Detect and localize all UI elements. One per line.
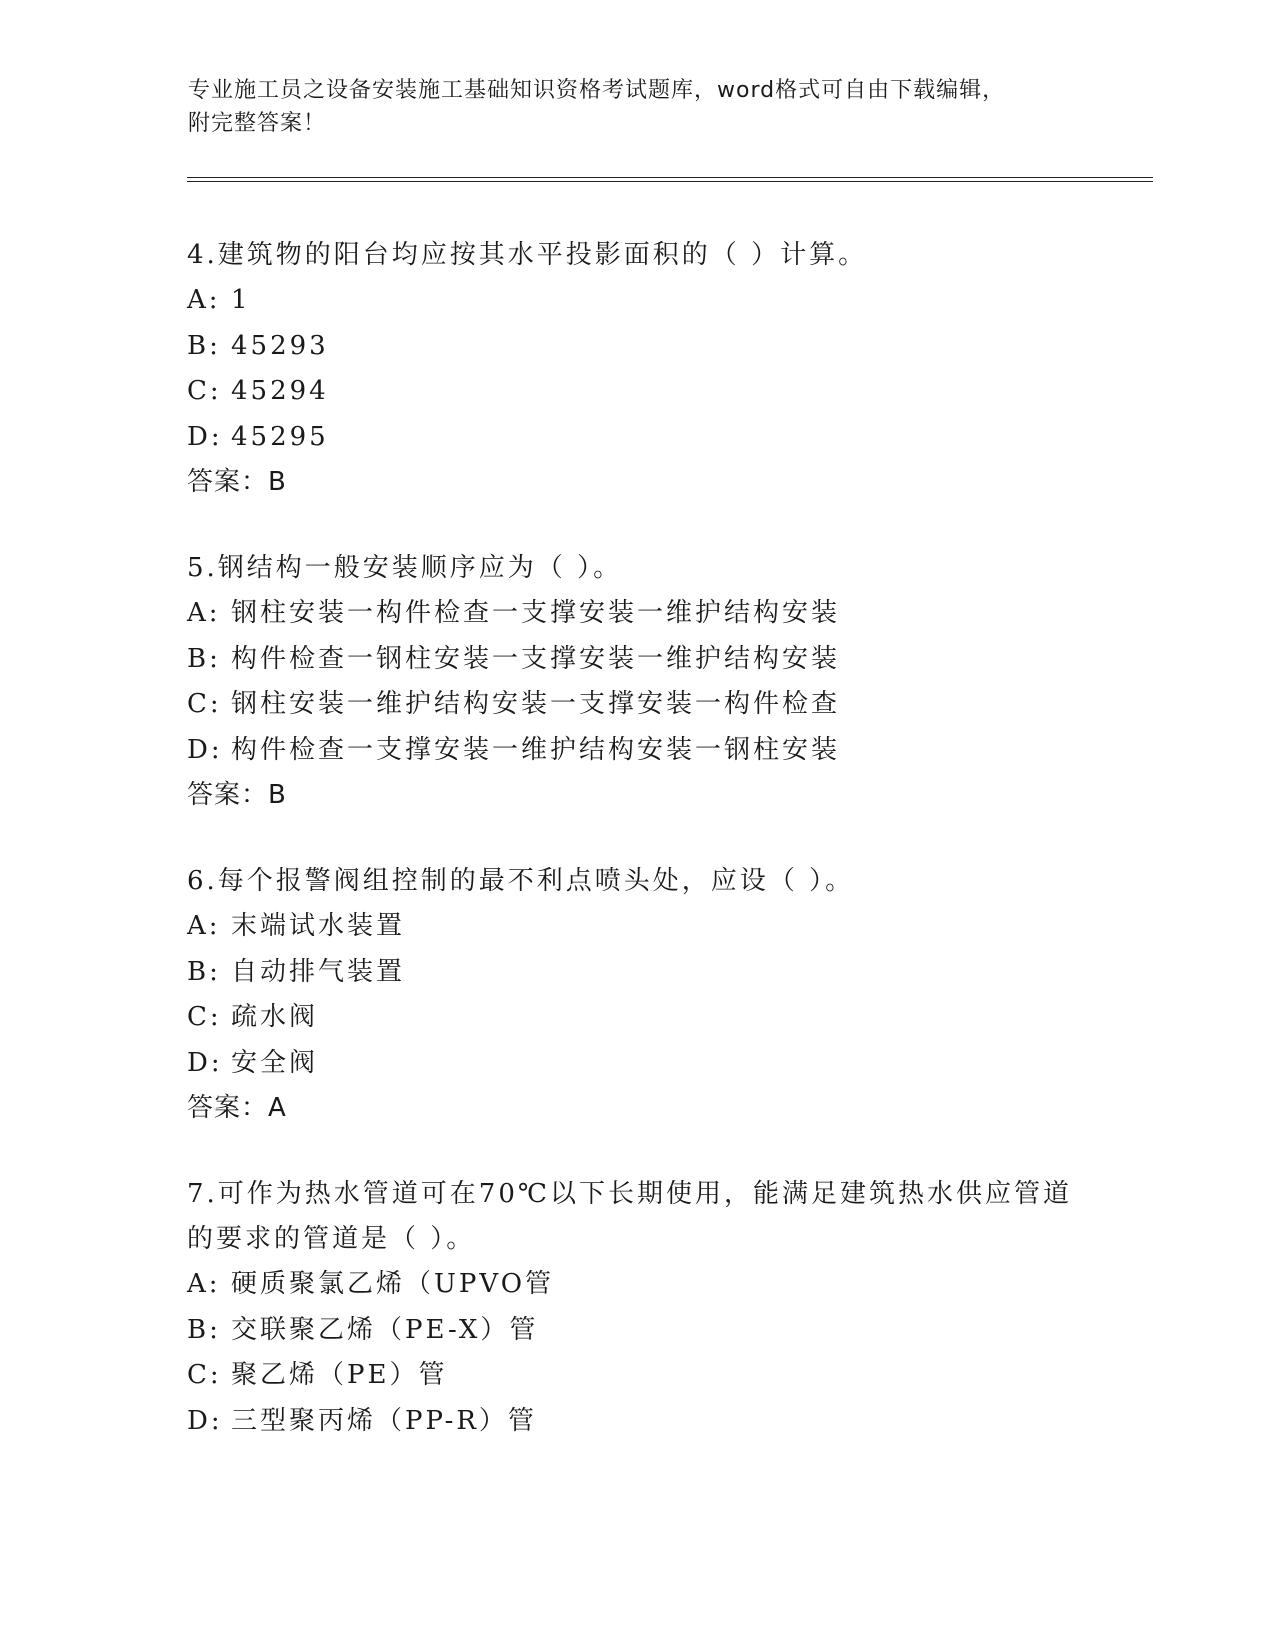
option-b: [187, 324, 1087, 370]
option-d: [187, 728, 1087, 774]
option-letter: A:: [187, 1269, 221, 1299]
document-header: [188, 74, 1088, 140]
option-text: 构件检查一支撑安装一维护结构安装一钢柱安装: [231, 734, 841, 765]
option-text: 钢柱安装一构件检查一支撑安装一维护结构安装: [231, 598, 841, 628]
option-d: [187, 415, 1087, 461]
option-text: 安全阀: [231, 1047, 319, 1078]
question-stem-line-1: 7.可作为热水管道可在70℃以下长期使用，能满足建筑热水供应管道: [187, 1179, 1072, 1209]
option-b: [187, 637, 1087, 683]
option-text: 聚乙烯（PE）管: [231, 1360, 448, 1390]
question-5: [187, 546, 1087, 818]
option-a: [187, 904, 1087, 950]
option-text: 45294: [231, 376, 329, 406]
option-text: 疏水阀: [231, 1002, 319, 1032]
question-4: [187, 233, 1087, 505]
option-letter: C:: [187, 376, 222, 406]
option-letter: D:: [187, 734, 223, 765]
option-letter: A:: [187, 285, 221, 315]
question-stem-line-2: 的要求的管道是（ ）。: [187, 1224, 476, 1254]
answer-label: 答案：B: [187, 780, 287, 810]
option-letter: D:: [187, 1405, 223, 1436]
option-d: [187, 1399, 1087, 1445]
question-stem: 4.建筑物的阳台均应按其水平投影面积的（ ）计算。: [187, 240, 868, 270]
option-c: [187, 1353, 1087, 1399]
header-line-2: 附完整答案！: [188, 111, 327, 136]
question-stem: 6.每个报警阀组控制的最不利点喷头处，应设（ ）。: [187, 866, 855, 896]
option-letter: B:: [187, 643, 221, 674]
question-6: [187, 859, 1087, 1131]
header-divider-bottom: [187, 181, 1153, 182]
option-text: 自动排气装置: [231, 956, 406, 987]
answer-label: 答案：A: [187, 1093, 287, 1123]
question-7: [187, 1172, 1087, 1444]
option-c: [187, 369, 1087, 415]
option-letter: C:: [187, 689, 222, 719]
option-text: 三型聚丙烯（PP-R）管: [231, 1405, 537, 1436]
option-b: [187, 1308, 1087, 1354]
question-stem: 5.钢结构一般安装顺序应为（ ）。: [187, 553, 623, 583]
option-letter: D:: [187, 1047, 223, 1078]
question-list: [187, 233, 1087, 1485]
option-letter: A:: [187, 598, 221, 628]
option-text: 45293: [231, 330, 329, 361]
option-letter: B:: [187, 1314, 221, 1345]
option-text: 钢柱安装一维护结构安装一支撑安装一构件检查: [231, 689, 841, 719]
option-text: 硬质聚氯乙烯（UPVO管: [231, 1269, 555, 1299]
option-letter: C:: [187, 1002, 222, 1032]
option-d: [187, 1041, 1087, 1087]
option-text: 1: [231, 285, 251, 315]
option-c: [187, 682, 1087, 728]
header-divider-top: [187, 177, 1153, 178]
option-c: [187, 995, 1087, 1041]
answer-label: 答案：B: [187, 467, 287, 497]
option-letter: C:: [187, 1360, 222, 1390]
option-a: [187, 278, 1087, 324]
option-b: [187, 950, 1087, 996]
header-line-1: 专业施工员之设备安装施工基础知识资格考试题库，word格式可自由下载编辑，: [188, 78, 1006, 103]
option-letter: B:: [187, 330, 221, 361]
option-a: [187, 591, 1087, 637]
option-letter: A:: [187, 911, 221, 941]
option-text: 45295: [231, 421, 329, 452]
option-letter: B:: [187, 956, 221, 987]
option-text: 交联聚乙烯（PE-X）管: [231, 1314, 539, 1345]
option-text: 末端试水装置: [231, 911, 406, 941]
option-letter: D:: [187, 421, 223, 452]
option-text: 构件检查一钢柱安装一支撑安装一维护结构安装: [231, 643, 841, 674]
option-a: [187, 1262, 1087, 1308]
